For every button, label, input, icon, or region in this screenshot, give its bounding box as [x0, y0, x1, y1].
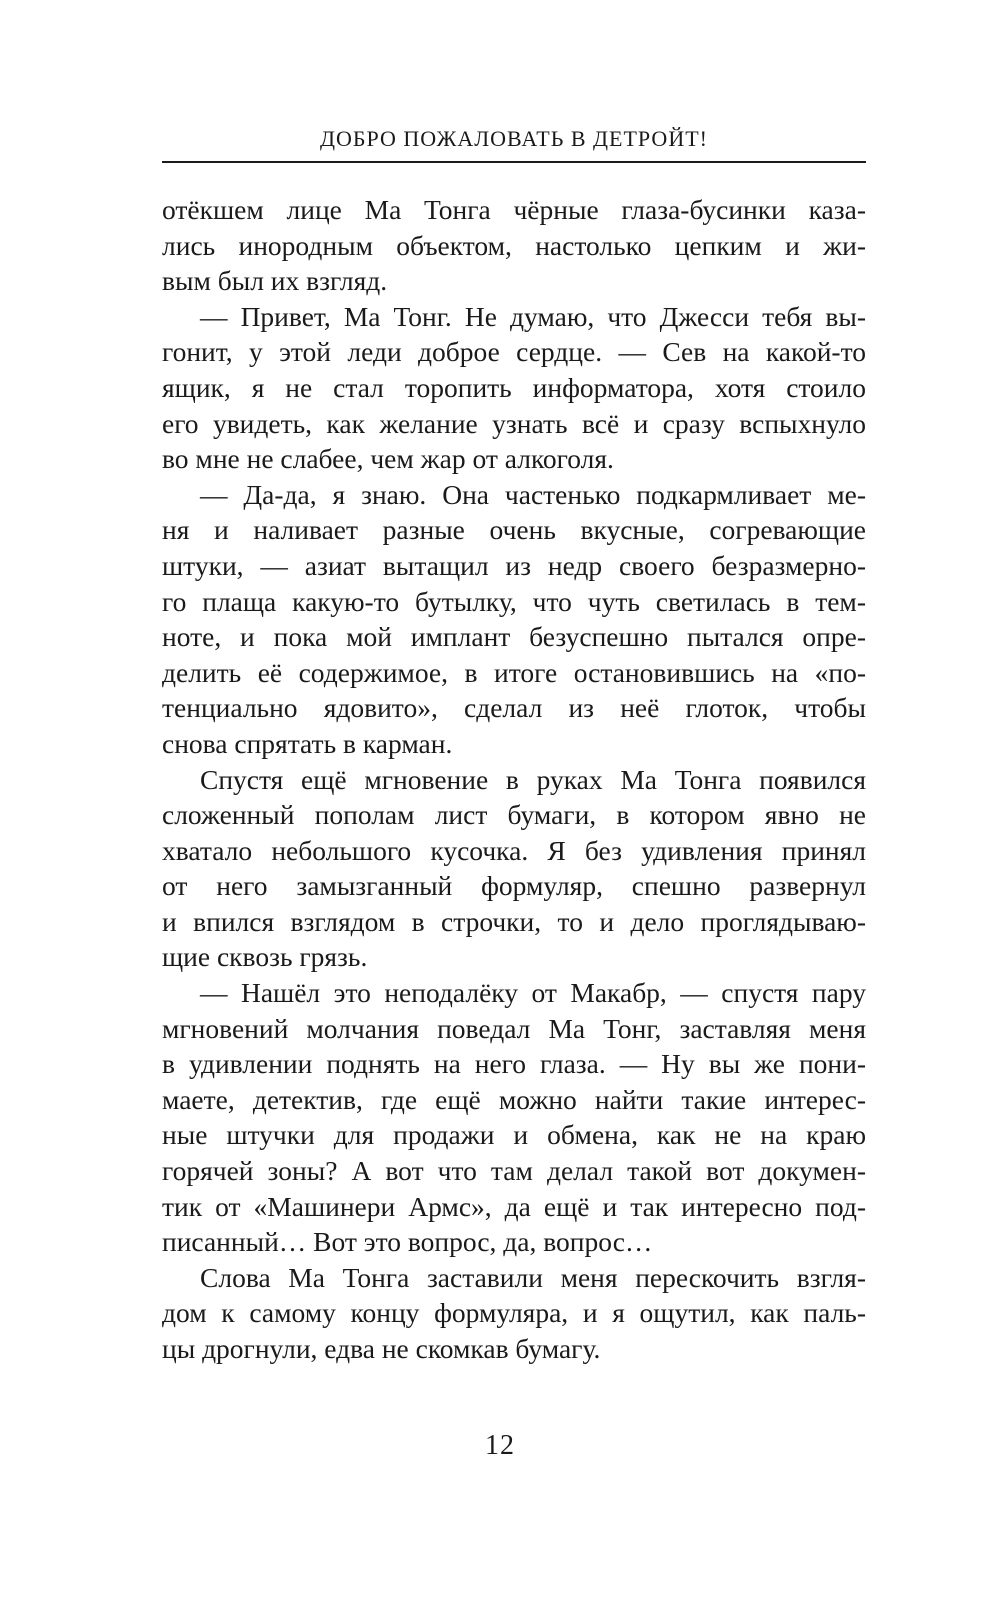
- text-line: вым был их взгляд.: [162, 265, 388, 297]
- running-head: ДОБРО ПОЖАЛОВАТЬ В ДЕТРОЙТ!: [320, 126, 708, 151]
- text-line: Спустя ещё мгновение в руках Ма Тонга появился: [200, 763, 866, 795]
- text-line: делить её содержимое, в итоге остановившись на «по-: [162, 656, 866, 688]
- body-text: [162, 192, 866, 1367]
- text-line: тик от «Машинери Армс», да ещё и так интересно под-: [162, 1190, 866, 1222]
- text-line: Слова Ма Тонга заставили меня перескочить взгля-: [200, 1261, 866, 1293]
- text-line: от него замызганный формуляр, спешно развернул: [162, 870, 866, 902]
- text-line: в удивлении поднять на него глаза. — Ну вы же пони-: [162, 1048, 866, 1080]
- text-line: и впился взглядом в строчки, то и дело проглядываю-: [162, 905, 866, 937]
- text-line: горячей зоны? А вот что там делал такой вот докумен-: [162, 1155, 866, 1187]
- text-line: маете, детектив, где ещё можно найти такие интерес-: [162, 1083, 866, 1115]
- text-line: штуки, — азиат вытащил из недр своего безразмерно-: [162, 549, 866, 581]
- text-line: сложенный пополам лист бумаги, в котором явно не: [162, 799, 866, 831]
- text-line: — Да-да, я знаю. Она частенько подкармливает ме-: [200, 478, 866, 510]
- text-line: цы дрогнули, едва не скомкав бумагу.: [162, 1333, 601, 1364]
- text-line: щие сквозь грязь.: [162, 941, 368, 973]
- text-line: — Привет, Ма Тонг. Не думаю, что Джесси тебя вы-: [200, 300, 866, 332]
- text-line: тенциально ядовито», сделал из неё глоток, чтобы: [162, 692, 866, 724]
- text-line: ноте, и пока мой имплант безуспешно пытался опре-: [162, 621, 866, 653]
- text-line: хватало небольшого кусочка. Я без удивления принял: [162, 834, 866, 866]
- header-rule: [162, 161, 866, 163]
- text-line: писанный… Вот это вопрос, да, вопрос…: [162, 1226, 653, 1258]
- text-line: отёкшем лице Ма Тонга чёрные глаза-бусинки каза-: [162, 194, 866, 225]
- text-line: гонит, у этой леди доброе сердце. — Сев на какой-то: [162, 336, 866, 368]
- text-line: — Нашёл это неподалёку от Макабр, — спустя пару: [200, 977, 866, 1009]
- text-line: его увидеть, как желание узнать всё и сразу вспыхнуло: [162, 407, 866, 439]
- text-line: ные штучки для продажи и обмена, как не на краю: [162, 1119, 866, 1151]
- text-line: во мне не слабее, чем жар от алкоголя.: [162, 443, 614, 475]
- text-line: лись инородным объектом, настолько цепким и жи-: [162, 229, 866, 261]
- text-line: мгновений молчания поведал Ма Тонг, заставляя меня: [162, 1012, 866, 1044]
- text-line: дом к самому концу формуляра, и я ощутил, как паль-: [162, 1297, 866, 1329]
- page-number: 12: [485, 1430, 515, 1461]
- text-line: ня и наливает разные очень вкусные, согревающие: [162, 514, 866, 546]
- text-line: снова спрятать в карман.: [162, 727, 453, 759]
- text-line: го плаща какую-то бутылку, что чуть светилась в тем-: [162, 585, 866, 617]
- text-line: ящик, я не стал торопить информатора, хотя стоило: [162, 371, 866, 403]
